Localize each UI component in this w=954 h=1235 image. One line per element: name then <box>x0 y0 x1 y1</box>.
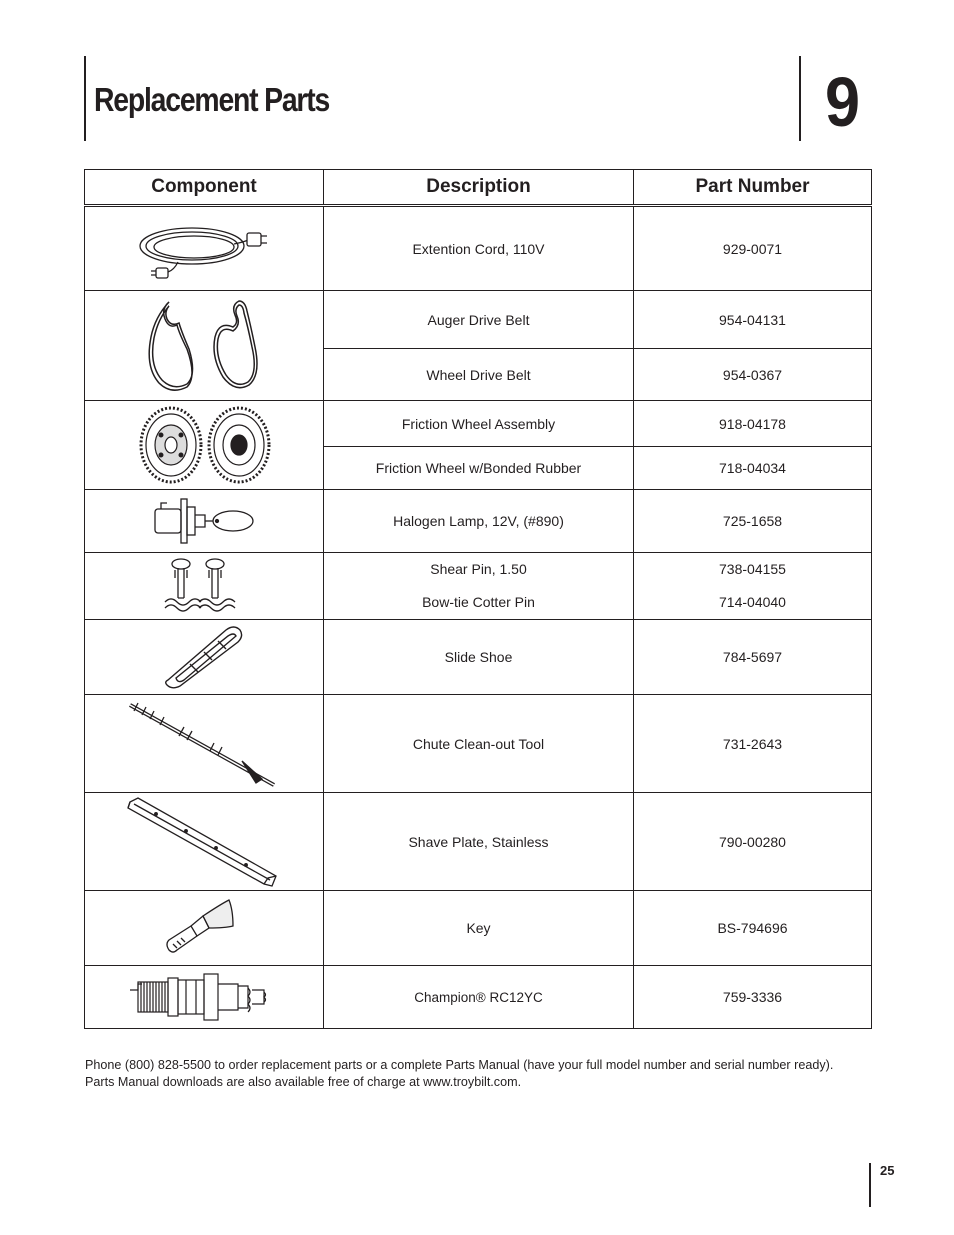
chapter-number: 9 <box>825 63 861 141</box>
column-header-description: Description <box>324 170 634 206</box>
column-header-part-number: Part Number <box>634 170 872 206</box>
description-cell: Chute Clean-out Tool <box>324 695 634 793</box>
table-row <box>85 891 872 966</box>
part-number-cell: 784-5697 <box>634 620 872 695</box>
shear-pins-icon <box>85 553 324 620</box>
description-cell: Slide Shoe <box>324 620 634 695</box>
column-header-component: Component <box>85 170 324 206</box>
description-cell: Auger Drive Belt <box>324 291 634 349</box>
key-icon <box>85 891 324 966</box>
part-number-cell <box>634 553 872 620</box>
table-row <box>85 620 872 695</box>
table-row <box>85 553 872 620</box>
friction-wheels-icon <box>85 401 324 490</box>
title-rule <box>84 56 86 141</box>
description-cell: Shave Plate, Stainless <box>324 793 634 891</box>
page-title: Replacement Parts <box>94 81 330 118</box>
part-number-cell: 759-3336 <box>634 966 872 1029</box>
chapter-rule <box>799 56 801 141</box>
ordering-note: Phone (800) 828-5500 to order replacement parts or a complete Parts Manual (have your full model number and serial number ready). Parts Manual downloads are also available free of charge at www.troybilt.com. <box>85 1058 834 1089</box>
table-row <box>85 401 872 447</box>
part-number-cell: 718-04034 <box>634 447 872 490</box>
table-row <box>85 793 872 891</box>
clean-out-tool-icon <box>85 695 324 793</box>
part-number-cell: 725-1658 <box>634 490 872 553</box>
shave-plate-icon <box>85 793 324 891</box>
description-line: Bow-tie Cotter Pin <box>422 594 535 610</box>
description-cell: Extention Cord, 110V <box>324 206 634 291</box>
description-cell: Wheel Drive Belt <box>324 349 634 401</box>
part-number-cell: 954-04131 <box>634 291 872 349</box>
part-number-cell: BS-794696 <box>634 891 872 966</box>
parts-table <box>84 169 872 1029</box>
power-cord-icon <box>85 206 324 291</box>
description-cell: Key <box>324 891 634 966</box>
part-number-line: 738-04155 <box>719 561 786 577</box>
halogen-lamp-icon <box>85 490 324 553</box>
drive-belts-icon <box>85 291 324 401</box>
part-number-cell: 731-2643 <box>634 695 872 793</box>
description-cell: Friction Wheel Assembly <box>324 401 634 447</box>
description-line: Shear Pin, 1.50 <box>430 561 527 577</box>
table-row <box>85 695 872 793</box>
description-cell: Friction Wheel w/Bonded Rubber <box>324 447 634 490</box>
page-number-rule <box>869 1163 871 1207</box>
part-number-cell: 929-0071 <box>634 206 872 291</box>
description-cell: Halogen Lamp, 12V, (#890) <box>324 490 634 553</box>
part-number-cell: 790-00280 <box>634 793 872 891</box>
description-cell <box>324 553 634 620</box>
part-number-line: 714-04040 <box>719 594 786 610</box>
part-number-cell: 918-04178 <box>634 401 872 447</box>
table-header-row <box>85 170 872 206</box>
part-number-cell: 954-0367 <box>634 349 872 401</box>
table-row <box>85 490 872 553</box>
page-number: 25 <box>880 1163 895 1178</box>
table-row <box>85 291 872 349</box>
description-cell: Champion® RC12YC <box>324 966 634 1029</box>
table-row <box>85 206 872 291</box>
table-row <box>85 966 872 1029</box>
slide-shoe-icon <box>85 620 324 695</box>
spark-plug-icon <box>85 966 324 1029</box>
